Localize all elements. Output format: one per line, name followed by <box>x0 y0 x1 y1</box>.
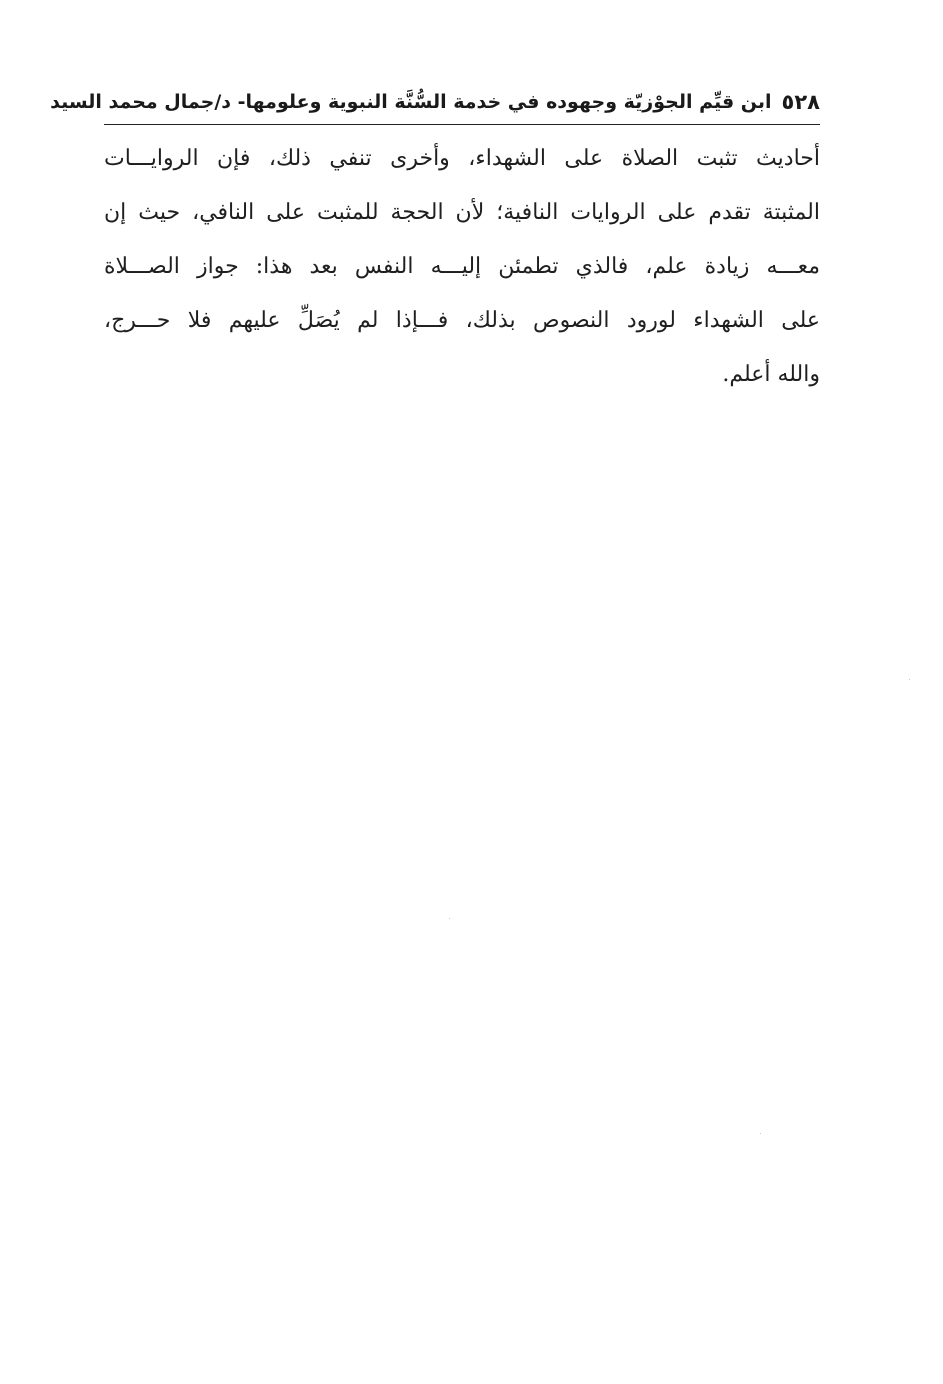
running-header <box>50 84 820 120</box>
scan-speck <box>909 679 910 680</box>
text-line: المثبتة تقدم على الروايات النافية؛ لأن الحجة للمثبت على النافي، حيث إن <box>104 200 820 225</box>
text-line: والله أعلم. <box>722 362 820 387</box>
body-paragraph <box>104 132 820 402</box>
running-header-title: ابن قيِّم الجوْزيّة وجهوده في خدمة السُّنَّة النبوية وعلومها- د/جمال محمد السيد <box>50 91 772 113</box>
scan-speck <box>760 1133 761 1134</box>
text-line: معـــه زيادة علم، فالذي تطمئن إليـــه النفس بعد هذا: جواز الصـــلاة <box>104 254 820 279</box>
header-rule <box>104 124 820 125</box>
text-line: على الشهداء لورود النصوص بذلك، فـــإذا لم يُصَلِّ عليهم فلا حـــرج، <box>104 308 820 333</box>
text-line: أحاديث تثبت الصلاة على الشهداء، وأخرى تنفي ذلك، فإن الروايـــات <box>104 146 820 171</box>
page-number: ٥٢٨ <box>781 90 820 114</box>
scan-speck <box>449 918 450 919</box>
